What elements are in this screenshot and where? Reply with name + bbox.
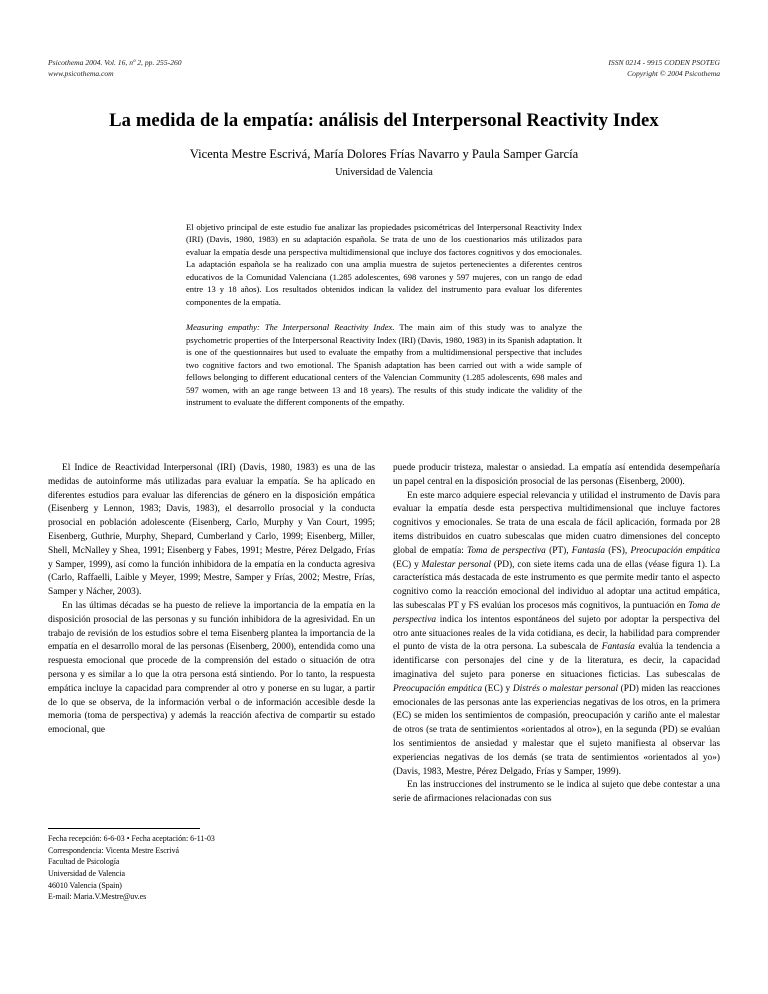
footnote-divider [48, 828, 200, 829]
body-column-left [48, 462, 375, 738]
email-line: E-mail: Maria.V.Mestre@uv.es [48, 892, 147, 902]
subscale-name: Malestar personal [421, 559, 492, 570]
abstract-english [186, 321, 582, 409]
footnote-block [48, 833, 375, 903]
subscale-name: Toma de perspectiva [393, 600, 720, 625]
text-run: En este marco adquiere especial relevancia y utilidad el instrumento de Davis para evaluar la empatía desde esta perspectiva multidimensional que incluye factores cognitivos y emocionales. Se trata de una escala de fácil aplicación, formada por 28 items distribuidos en cuatro subescalas que miden cuatro dimensiones del concepto global de empatía: [393, 490, 720, 556]
text-run: evalúa la tendencia a identificarse con personajes del cine y de la literatura, es decir, la capacidad imaginativa del sujeto para ponerse en situaciones ficticias. Las subescalas de [393, 642, 720, 680]
text-run: (PD), con siete items cada una de ellas (véase figura 1). La característica más destacada de este instrumento es que permite medir tanto el aspecto cognitivo como la reacción emocional del individuo al adoptar una actitud empática, las subescalas PT y FS evalúan los procesos más cognitivos, la puntuación en [393, 559, 720, 611]
date-separator: • [126, 834, 130, 843]
paragraph: puede producir tristeza, malestar o ansiedad. La empatía así entendida desempeñaría un papel central en la disposición prosocial de las personas (Eisenberg, 2000). [393, 463, 720, 487]
paragraph: El Indice de Reactividad Interpersonal (IRI) (Davis, 1980, 1983) es una de las medidas de autoinforme más utilizadas para evaluar la empatía. Se ha aplicado en diferentes estudios para evaluar las diferencias de género en la disposición empática (Eisenberg y Lennon, 1983; Davis, 1983), el desarrollo prosocial y la conducta prosocial en población adolescente (Eisenberg, Carlo, Murphy y Van Court, 1995; Eisenberg, Guthrie, Murphy, Shepard, Cumberland y Carlo, 1999; Eisenberg, Miller, Shell, McNalley y Shea, 1991; Eisenberg y Fabes, 1991; Mestre, Pérez Delgado, Frías y Samper, 1999), así como la función inhibidora de la empatía en la conducta agresiva (Carlo, Raffaelli, Laible y Meyer, 1999; Mestre, Samper y Frías, 2002; Mestre, Frías, Samper y Nácher, 2003). [48, 463, 375, 598]
subscale-name: Distrés o malestar personal [512, 683, 618, 694]
text-run: (PD) miden las reacciones emocionales de las personas ante las experiencias negativas de los otros, en la primera (EC) se miden los sentimientos de compasión, preocupación y cariño ante el malestar de otros (se trata de sentimientos «orientados al otro»), en la segunda (PD) se evalúan los sentimientos de ansiedad y malestar que el sujeto manifiesta al observar las experiencias negativas de los demás (se trata de sentimientos «orientados al yo») (Davis, 1983, Mestre, Pérez Delgado, Frías y Samper, 1999). [393, 683, 721, 777]
text-run: (FS), [605, 545, 631, 556]
faculty-line: Facultad de Psicología [48, 857, 120, 867]
text-run: (EC) y [482, 683, 513, 694]
journal-website: www.psicothema.com [48, 69, 114, 78]
text-run: (EC) y [393, 559, 422, 570]
subscale-name: Preocupación empática [393, 683, 482, 694]
postal-line: 46010 Valencia (Spain) [48, 880, 122, 890]
acceptance-date: Fecha aceptación: 6-11-03 [131, 834, 215, 843]
text-run: indica los intentos espontáneos del sujeto por adoptar la perspectiva del otro ante situaciones reales de la vida cotidiana, es decir, la habilidad para comprender el punto de vista de la otra persona. La subescala de [393, 614, 720, 653]
subscale-name: Preocupación empática [630, 545, 720, 556]
subscale-name: Fantasía [601, 642, 635, 653]
subscale-name: Fantasía [571, 545, 606, 556]
abstract-english-body: The main aim of this study was to analyze the psychometric properties of the Interpersonal Reactivity Index (IRI) (Davis, 1980, 1983) in its Spanish adaptation. It is one of the questionnaires but used to evaluate the empathy from a multidimensional perspective that includes two cognitive factors and two emotional. The Spanish adaptation has been carried out with a wide sample of fellows belonging to different educational centers of the Valencian Community (1.285 adolescents, 698 males and 597 women, with an age range between 13 and 18 years). The results of this study indicate the validity of the instrument to evaluate the different components of the empathy. [186, 322, 583, 408]
university-line: Universidad de Valencia [48, 868, 125, 878]
copyright-line: Copyright © 2004 Psicothema [627, 69, 720, 78]
body-column-right [393, 462, 720, 807]
journal-citation: Psicothema 2004. Vol. 16, nº 2, pp. 255-260 [48, 58, 182, 67]
paragraph [393, 490, 720, 780]
issn-line: ISSN 0214 - 9915 CODEN PSOTEG [608, 58, 720, 67]
page-title: La medida de la empatía: análisis del Interpersonal Reactivity Index [109, 110, 659, 132]
paragraph: En las últimas décadas se ha puesto de relieve la importancia de la empatía en la disposición prosocial de las personas y su función inhibidora de la agresividad. En un trabajo de revisión de los estudios sobre el tema Eisenberg plantea la importancia de la empatía en el desarrollo moral de las personas (Eisenberg, 2000), entendida como una respuesta emocional que procede de la comprensión del estado o situación de otra persona y es similar a lo que la otra persona está sintiendo. Por lo tanto, la respuesta empática incluye la capacidad para comprender al otro y ponerse en su lugar, a partir de lo que se observa, de la información verbal o de información accesible desde la memoria (toma de perspectiva) y además la reacción afectiva de compartir su estado emocional, que [48, 600, 375, 736]
author-names: Vicenta Mestre Escrivá, María Dolores Frías Navarro y Paula Samper García [189, 147, 579, 161]
abstract-english-title: Measuring empathy: The Interpersonal Reactivity Index. [186, 322, 395, 333]
running-head-left [48, 57, 182, 79]
correspondence-line: Correspondencia: Vicenta Mestre Escrivá [48, 845, 180, 855]
subscale-name: Toma de perspectiva [467, 545, 546, 556]
reception-date: Fecha recepción: 6-6-03 [48, 834, 125, 843]
text-run: (PT), [545, 545, 572, 556]
author-affiliation: Universidad de Valencia [335, 167, 433, 178]
authors-block [48, 146, 720, 180]
running-head-right [608, 57, 720, 79]
abstract-section [186, 212, 582, 417]
footnote-dates [48, 833, 375, 845]
abstract-spanish: El objetivo principal de este estudio fue analizar las propiedades psicométricas del Interpersonal Reactivity Index (IRI) (Davis, 1980, 1983) en su adaptación española. Se trata de uno de los cuestionarios más utilizados para evaluar la empatía desde una perspectiva multidimensional que incluye dos factores cognitivos y dos emocionales. La adaptación española se ha realizado con una amplia muestra de sujetos pertenecientes a diferentes centros educativos de la Comunidad Valenciana (1.285 adolescentes, 698 varones y 597 mujeres, con un rango de edad entre 13 y 18 años). Los resultados obtenidos indican la validez del instrumento para evaluar los diferentes componentes de la empatía. [186, 221, 582, 307]
running-head [48, 57, 720, 79]
paragraph: En las instrucciones del instrumento se le indica al sujeto que debe contestar a una serie de afirmaciones relacionadas con sus [393, 780, 720, 805]
